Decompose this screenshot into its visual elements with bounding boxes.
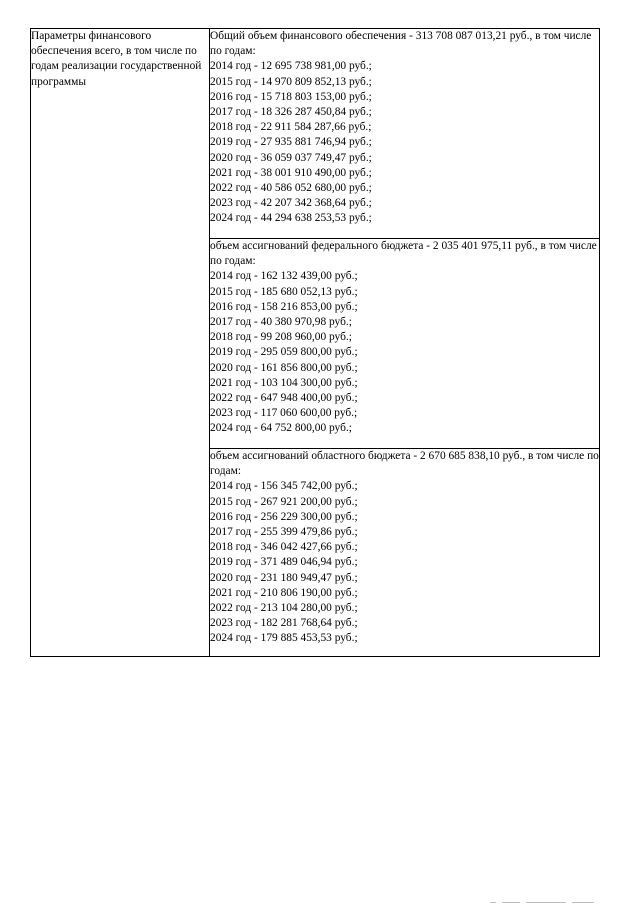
year-line: 2014 год - 12 695 738 981,00 руб.; bbox=[210, 60, 372, 73]
year-line: 2023 год - 182 281 768,64 руб.; bbox=[210, 617, 358, 630]
year-line: 2024 год - 64 752 800,00 руб.; bbox=[210, 422, 352, 435]
year-line: 2015 год - 14 970 809 852,13 руб.; bbox=[210, 75, 372, 88]
table-row bbox=[31, 29, 600, 239]
params-label-cell bbox=[31, 29, 210, 657]
year-line: 2022 год - 647 948 400,00 руб.; bbox=[210, 392, 358, 405]
year-line: 2023 год - 117 060 600,00 руб.; bbox=[210, 407, 358, 420]
year-line: 2021 год - 103 104 300,00 руб.; bbox=[210, 376, 358, 389]
year-line: 2018 год - 22 911 584 287,66 руб.; bbox=[210, 121, 372, 134]
scan-artifact-dash bbox=[502, 902, 520, 903]
year-line: 2019 год - 27 935 881 746,94 руб.; bbox=[210, 136, 372, 149]
year-line: 2015 год - 267 921 200,00 руб.; bbox=[210, 495, 358, 508]
total-financing-cell bbox=[210, 29, 600, 239]
year-line: 2019 год - 295 059 800,00 руб.; bbox=[210, 346, 358, 359]
year-line: 2024 год - 44 294 638 253,53 руб.; bbox=[210, 212, 372, 225]
scan-artifact-dash bbox=[526, 902, 566, 903]
year-line: 2014 год - 162 132 439,00 руб.; bbox=[210, 270, 358, 283]
year-line: 2021 год - 38 001 910 490,00 руб.; bbox=[210, 166, 372, 179]
year-line: 2015 год - 185 680 052,13 руб.; bbox=[210, 285, 358, 298]
year-line: 2021 год - 210 806 190,00 руб.; bbox=[210, 586, 358, 599]
block-header: объем ассигнований федерального бюджета - 2 035 401 975,11 руб., в том числе по годам: bbox=[210, 240, 597, 268]
federal-budget-block bbox=[210, 239, 599, 445]
year-line: 2017 год - 40 380 970,98 руб.; bbox=[210, 316, 352, 329]
params-label: Параметры финансового обеспечения всего, в том числе по годам реализации государственной программы bbox=[31, 30, 202, 88]
year-line: 2016 год - 256 229 300,00 руб.; bbox=[210, 510, 358, 523]
year-line: 2020 год - 36 059 037 749,47 руб.; bbox=[210, 151, 372, 164]
year-line: 2024 год - 179 885 453,53 руб.; bbox=[210, 632, 358, 645]
year-line: 2018 год - 99 208 960,00 руб.; bbox=[210, 331, 352, 344]
scan-artifact-dash bbox=[572, 902, 594, 903]
year-line: 2018 год - 346 042 427,66 руб.; bbox=[210, 541, 358, 554]
year-line: 2014 год - 156 345 742,00 руб.; bbox=[210, 480, 358, 493]
year-line: 2017 год - 255 399 479,86 руб.; bbox=[210, 526, 358, 539]
year-line: 2022 год - 213 104 280,00 руб.; bbox=[210, 602, 358, 615]
year-line: 2020 год - 231 180 949,47 руб.; bbox=[210, 571, 358, 584]
federal-budget-cell bbox=[210, 239, 600, 449]
year-line: 2017 год - 18 326 287 450,84 руб.; bbox=[210, 106, 372, 119]
scan-artifact bbox=[490, 893, 620, 899]
block-header: объем ассигнований областного бюджета - 2 670 685 838,10 руб., в том числе по годам: bbox=[210, 450, 599, 478]
block-header: Общий объем финансового обеспечения - 313 708 087 013,21 руб., в том числе по годам: bbox=[210, 30, 592, 58]
year-line: 2016 год - 158 216 853,00 руб.; bbox=[210, 300, 358, 313]
year-line: 2022 год - 40 586 052 680,00 руб.; bbox=[210, 182, 372, 195]
year-line: 2019 год - 371 489 046,94 руб.; bbox=[210, 556, 358, 569]
year-line: 2016 год - 15 718 803 153,00 руб.; bbox=[210, 90, 372, 103]
regional-budget-cell bbox=[210, 449, 600, 657]
total-financing-block bbox=[210, 29, 599, 235]
year-line: 2020 год - 161 856 800,00 руб.; bbox=[210, 361, 358, 374]
regional-budget-block bbox=[210, 449, 599, 655]
financing-table bbox=[30, 28, 600, 657]
scan-artifact-dash bbox=[490, 902, 496, 903]
year-line: 2023 год - 42 207 342 368,64 руб.; bbox=[210, 197, 372, 210]
